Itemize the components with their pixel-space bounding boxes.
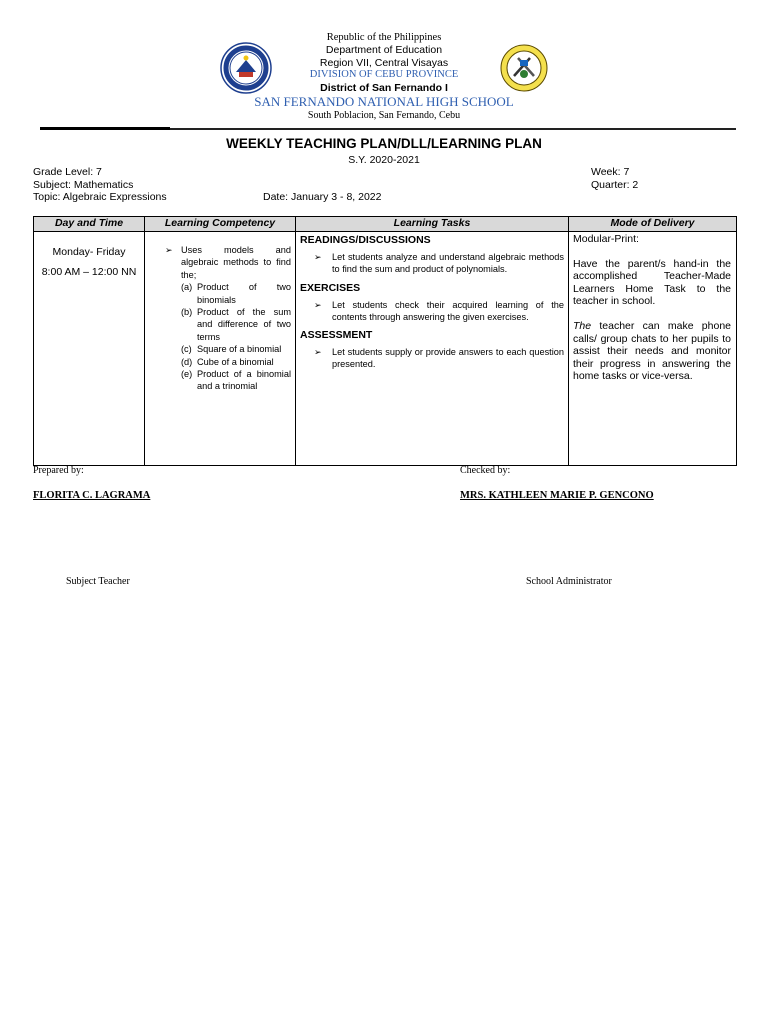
header-school-name: SAN FERNANDO NATIONAL HIGH SCHOOL	[254, 94, 514, 110]
arrow-bullet-icon: ➢	[314, 252, 322, 262]
header-republic: Republic of the Philippines	[326, 32, 442, 43]
section-heading-readings: READINGS/DISCUSSIONS	[300, 234, 431, 246]
competency-intro: ➢ Uses models and algebraic methods to find the;	[165, 245, 291, 280]
header-learning-competency: Learning Competency	[145, 217, 296, 232]
list-item: (c) Square of a binomial	[181, 344, 282, 355]
header-learning-tasks: Learning Tasks	[296, 217, 569, 232]
checked-by-name: MRS. KATHLEEN MARIE P. GENCONO	[460, 490, 654, 501]
arrow-bullet-icon: ➢	[314, 347, 322, 358]
header-division: DIVISION OF CEBU PROVINCE	[309, 69, 459, 81]
mode-of-delivery-cell	[569, 232, 737, 466]
mode-instructions: Have the parent/s hand-in the accomplished Teacher-Made Learners Home Task to the teacher in school.	[573, 257, 731, 308]
learning-competency-cell	[145, 232, 296, 466]
learning-tasks-cell	[296, 232, 569, 466]
header-mode-of-delivery: Mode of Delivery	[569, 217, 737, 232]
section-heading-exercises: EXERCISES	[300, 281, 361, 294]
page-title: WEEKLY TEACHING PLAN/DLL/LEARNING PLAN	[226, 136, 542, 151]
checked-by-role: School Administrator	[526, 576, 612, 587]
quarter: Quarter: 2	[591, 178, 639, 191]
table-row	[34, 232, 737, 466]
header-district: District of San Fernando I	[320, 81, 448, 94]
header-address: South Poblacion, San Fernando, Cebu	[307, 110, 461, 122]
header-day-and-time: Day and Time	[34, 217, 145, 232]
school-year: S.Y. 2020-2021	[348, 154, 420, 166]
day-range: Monday- Friday	[52, 246, 126, 258]
section-heading-assessment: ASSESSMENT	[300, 329, 373, 342]
header-region: Region VII, Central Visayas	[319, 56, 449, 69]
list-item: ➢ Let students analyze and understand algebraic methods to find the sum and product of polynomials.	[314, 252, 564, 275]
mode-type: Modular-Print:	[573, 233, 639, 245]
arrow-bullet-icon: ➢	[165, 245, 173, 255]
prepared-by-role: Subject Teacher	[66, 576, 130, 587]
arrow-bullet-icon: ➢	[314, 299, 322, 310]
checked-by-label: Checked by:	[460, 465, 511, 476]
plan-meta-left	[33, 166, 167, 204]
document-header	[0, 32, 768, 122]
plan-meta-right	[591, 166, 638, 191]
list-item: (a) Product of two binomials	[181, 282, 291, 305]
list-item: (e) Product of a binomial and a trinomial	[181, 369, 291, 392]
weekly-plan-table	[33, 216, 737, 466]
mode-communication: The teacher can make phone calls/ group chats to her pupils to assist their needs and monitor their progress in answering the home tasks or vice-versa.	[573, 319, 731, 383]
topic: Topic: Algebraic Expressions	[33, 191, 167, 203]
time-range: 8:00 AM – 12:00 NN	[41, 266, 137, 278]
list-item: (b) Product of the sum and difference of two terms	[181, 307, 291, 342]
subject: Subject: Mathematics	[33, 178, 134, 191]
plan-date: Date: January 3 - 8, 2022	[263, 191, 382, 203]
list-item: ➢ Let students check their acquired learning of the contents through answering the given exercises.	[314, 299, 564, 322]
week: Week: 7	[591, 166, 630, 178]
list-item: ➢ Let students supply or provide answers to each question presented.	[314, 347, 564, 370]
table-header-row	[34, 217, 737, 232]
competency-list	[181, 281, 291, 393]
list-item: (d) Cube of a binomial	[181, 356, 274, 367]
prepared-by-label: Prepared by:	[33, 465, 84, 476]
day-and-time-cell	[34, 232, 145, 466]
prepared-by-name: FLORITA C. LAGRAMA	[33, 490, 151, 501]
grade-level: Grade Level: 7	[33, 166, 102, 178]
header-department: Department of Education	[325, 44, 443, 57]
header-divider-accent	[40, 127, 170, 130]
